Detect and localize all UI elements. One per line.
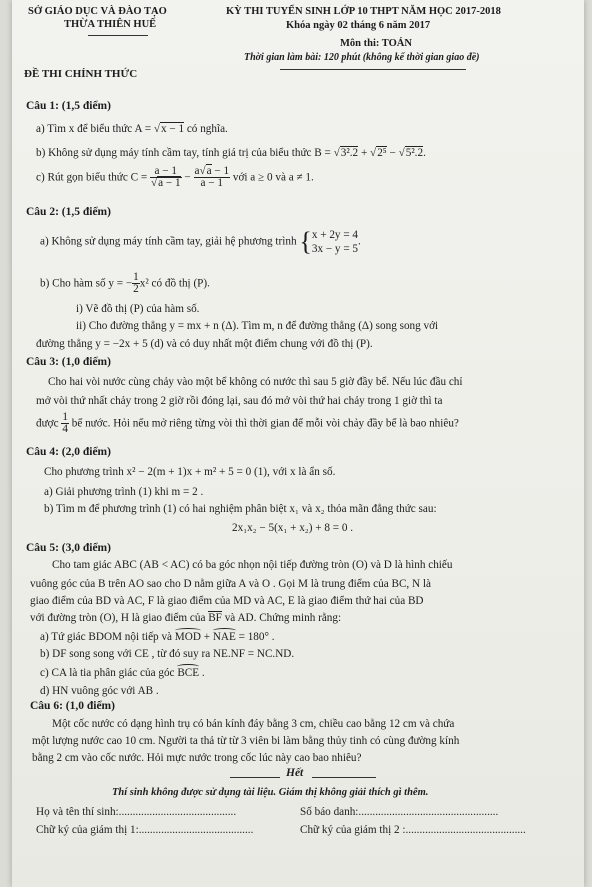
question-4a: a) Giải phương trình (1) khi m = 2 .	[44, 486, 204, 498]
question-5d: d) HN vuông góc với AB .	[40, 685, 159, 697]
candidate-name-field: Họ và tên thí sinh:..........................................	[36, 806, 237, 818]
question-6-line1: Một cốc nước có dạng hình trụ có bán kính đáy bằng 3 cm, chiều cao bằng 12 cm và chứa	[52, 718, 455, 730]
question-2b: b) Cho hàm số y = − $\frac{1}{2}$ x² có đồ thị (P).	[40, 271, 210, 296]
exam-title: KỲ THI TUYỂN SINH LỚP 10 THPT NĂM HỌC 2017-2018	[226, 6, 501, 17]
question-2-title: Câu 2: (1,5 điểm)	[26, 206, 111, 218]
question-5a: a) Tứ giác BDOM nội tiếp và MOD + NAE = 180° .	[40, 631, 275, 643]
question-4-equation: 2x₁x₂ − 5(x₁ + x₂) + 8 = 0 .	[232, 522, 354, 534]
question-5-line4: với đường tròn (O), H là giao điểm của BF và AD. Chứng minh rằng:	[30, 612, 342, 624]
official-exam-label: ĐỀ THI CHÍNH THỨC	[24, 68, 138, 80]
candidate-number-field: Số báo danh:..................................................	[300, 806, 499, 818]
question-5c: c) CA là tia phân giác của góc BCE .	[40, 667, 205, 679]
question-2a: a) Không sử dụng máy tính cầm tay, giải hệ phương trình { x + 2y = 4 3x − y = 5 .	[40, 227, 361, 256]
department-name: SỞ GIÁO DỤC VÀ ĐÀO TẠO	[28, 6, 167, 17]
footer-note: Thí sinh không được sử dụng tài liệu. Giám thị không giải thích gì thêm.	[112, 787, 429, 798]
invigilator-1-signature: Chữ ký của giám thị 1:.........................................	[36, 824, 254, 836]
question-3-line3: được $\frac{1}{4}$ bể nước. Hỏi nếu mở riêng từng vòi thì thời gian để mỗi vòi chảy đầy bể là bao nhiêu?	[36, 411, 459, 436]
question-1-title: Câu 1: (1,5 điểm)	[26, 100, 111, 112]
exam-duration: Thời gian làm bài: 120 phút (không kể thời gian giao đề)	[244, 52, 480, 63]
question-1c: c) Rút gọn biểu thức C = a − 1 √ a − 1 − $\frac{a√ a - 1}{a - 1}$ với a ≥ 0 và a ≠ 1.	[36, 166, 314, 189]
question-4-title: Câu 4: (2,0 điểm)	[26, 446, 111, 458]
question-1b: b) Không sử dụng máy tính cầm tay, tính giá trị của biểu thức B = √ 3².2 + √ 2⁵ − √ 5².2.	[36, 147, 426, 159]
header-underline-right	[280, 69, 466, 70]
question-2b-i: i) Vẽ đồ thị (P) của hàm số.	[76, 303, 200, 315]
question-6-title: Câu 6: (1,0 điểm)	[30, 700, 115, 712]
exam-paper	[12, 0, 584, 887]
question-6-line2: một lượng nước cao 10 cm. Người ta thả từ từ 3 viên bi làm bằng thủy tinh có cùng đường kính	[32, 735, 460, 747]
question-3-title: Câu 3: (1,0 điểm)	[26, 356, 111, 368]
end-marker: Hết	[286, 767, 304, 779]
question-1a: a) Tìm x để biểu thức A = √ x − 1 có nghĩa.	[36, 123, 228, 135]
question-5-title: Câu 5: (3,0 điểm)	[26, 542, 111, 554]
header-underline-left	[88, 35, 148, 36]
question-6-line3: bằng 2 cm vào cốc nước. Hỏi mực nước trong cốc lúc này cao bao nhiêu?	[32, 752, 362, 764]
end-rule-right	[312, 777, 376, 778]
province-name: THỪA THIÊN HUẾ	[64, 19, 157, 30]
question-5-line3: giao điểm của BD và AC, F là giao điểm của MD và AC, E là giao điểm thứ hai của BD	[30, 595, 424, 607]
question-4-intro: Cho phương trình x² − 2(m + 1)x + m² + 5 = 0 (1), với x là ẩn số.	[44, 466, 336, 478]
question-3-line1: Cho hai vòi nước cùng chảy vào một bể không có nước thì sau 5 giờ đầy bể. Nếu lúc đầu chỉ	[48, 376, 463, 388]
exam-subject: Môn thi: TOÁN	[340, 38, 412, 49]
question-5-line2: vuông góc của B trên AO sao cho D nằm giữa A và O . Gọi M là trung điểm của BC, N là	[30, 578, 431, 590]
question-2b-ii-line1: ii) Cho đường thẳng y = mx + n (Δ). Tìm m, n để đường thẳng (Δ) song song với	[76, 320, 439, 332]
question-2b-ii-line2: đường thẳng y = −2x + 5 (d) và có duy nhất một điểm chung với đồ thị (P).	[36, 338, 373, 350]
question-3-line2: mở vòi thứ nhất chảy trong 2 giờ rồi đóng lại, sau đó mở vòi thứ hai chảy trong 1 giờ thì ta	[36, 395, 443, 407]
end-rule-left	[230, 777, 280, 778]
exam-date: Khóa ngày 02 tháng 6 năm 2017	[286, 20, 431, 31]
invigilator-2-signature: Chữ ký của giám thị 2 :...........................................	[300, 824, 526, 836]
question-5-line1: Cho tam giác ABC (AB < AC) có ba góc nhọn nội tiếp đường tròn (O) và D là hình chiếu	[52, 559, 453, 571]
question-5b: b) DF song song với CE , từ đó suy ra NE.NF = NC.ND.	[40, 648, 295, 660]
question-4b: b) Tìm m để phương trình (1) có hai nghiệm phân biệt x₁ và x₂ thỏa mãn đẳng thức sau:	[44, 503, 437, 515]
